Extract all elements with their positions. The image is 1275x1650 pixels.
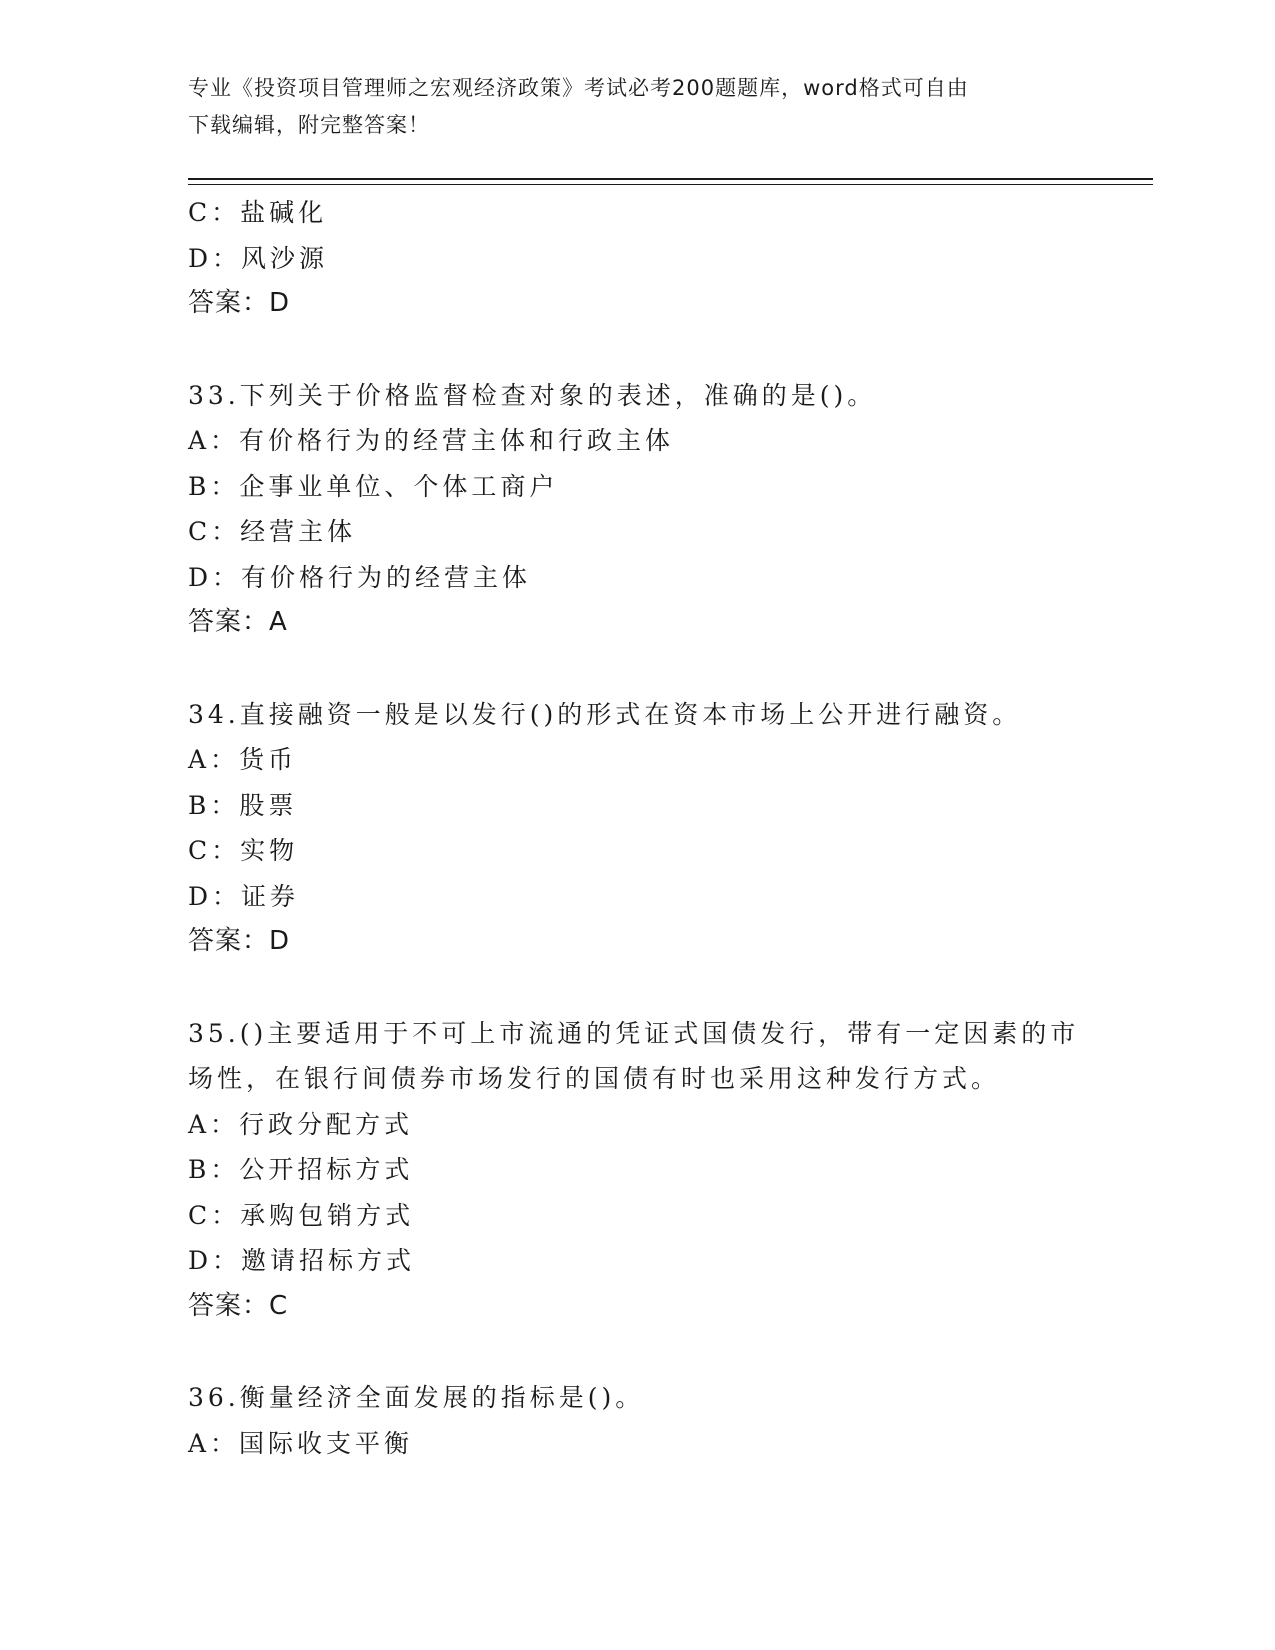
option-d: D：有价格行为的经营主体 [188, 562, 532, 592]
spacer [188, 646, 1148, 692]
option-d: D：邀请招标方式 [188, 1246, 416, 1275]
option-c: C：实物 [188, 836, 299, 865]
question-33 [188, 373, 1148, 646]
answer: 答案：A [188, 607, 288, 637]
spacer [188, 965, 1148, 1011]
header-divider [188, 178, 1153, 185]
question-34 [188, 692, 1148, 965]
spacer [188, 327, 1148, 373]
option-c: C：盐碱化 [188, 198, 328, 227]
option-a: A：国际收支平衡 [188, 1428, 414, 1458]
answer: 答案：C [188, 1290, 289, 1321]
option-a: A：有价格行为的经营主体和行政主体 [188, 426, 675, 455]
header-line-2: 下载编辑，附完整答案！ [188, 113, 430, 137]
option-b: B：股票 [188, 790, 298, 820]
question-list [188, 190, 1148, 1466]
spacer [188, 1329, 1148, 1375]
question-text: 36.衡量经济全面发展的指标是()。 [188, 1383, 645, 1412]
option-c: C：经营主体 [188, 517, 357, 546]
answer: 答案：D [188, 288, 291, 318]
question-36 [188, 1375, 1148, 1466]
option-b: B：公开招标方式 [188, 1155, 414, 1184]
option-a: A：货币 [188, 745, 298, 774]
question-text-line-2: 场性，在银行间债券市场发行的国债有时也采用这种发行方式。 [188, 1064, 1001, 1093]
option-d: D：证券 [188, 881, 300, 911]
question-35 [188, 1011, 1148, 1330]
question-text: 34.直接融资一般是以发行()的形式在资本市场上公开进行融资。 [188, 699, 1022, 729]
question-text: 33.下列关于价格监督检查对象的表述，准确的是()。 [188, 380, 877, 410]
option-d: D：风沙源 [188, 243, 329, 273]
header-line-1: 专业《投资项目管理师之宏观经济政策》考试必考200题题库，word格式可自由 [188, 76, 969, 100]
answer: 答案：D [188, 926, 291, 956]
option-b: B：企事业单位、个体工商户 [188, 471, 559, 501]
document-header [188, 70, 1088, 144]
question-text-line-1: 35.()主要适用于不可上市流通的凭证式国债发行，带有一定因素的市 [188, 1018, 1080, 1048]
option-a: A：行政分配方式 [188, 1109, 414, 1139]
question-32-continued [188, 190, 1148, 327]
option-c: C：承购包销方式 [188, 1200, 415, 1230]
